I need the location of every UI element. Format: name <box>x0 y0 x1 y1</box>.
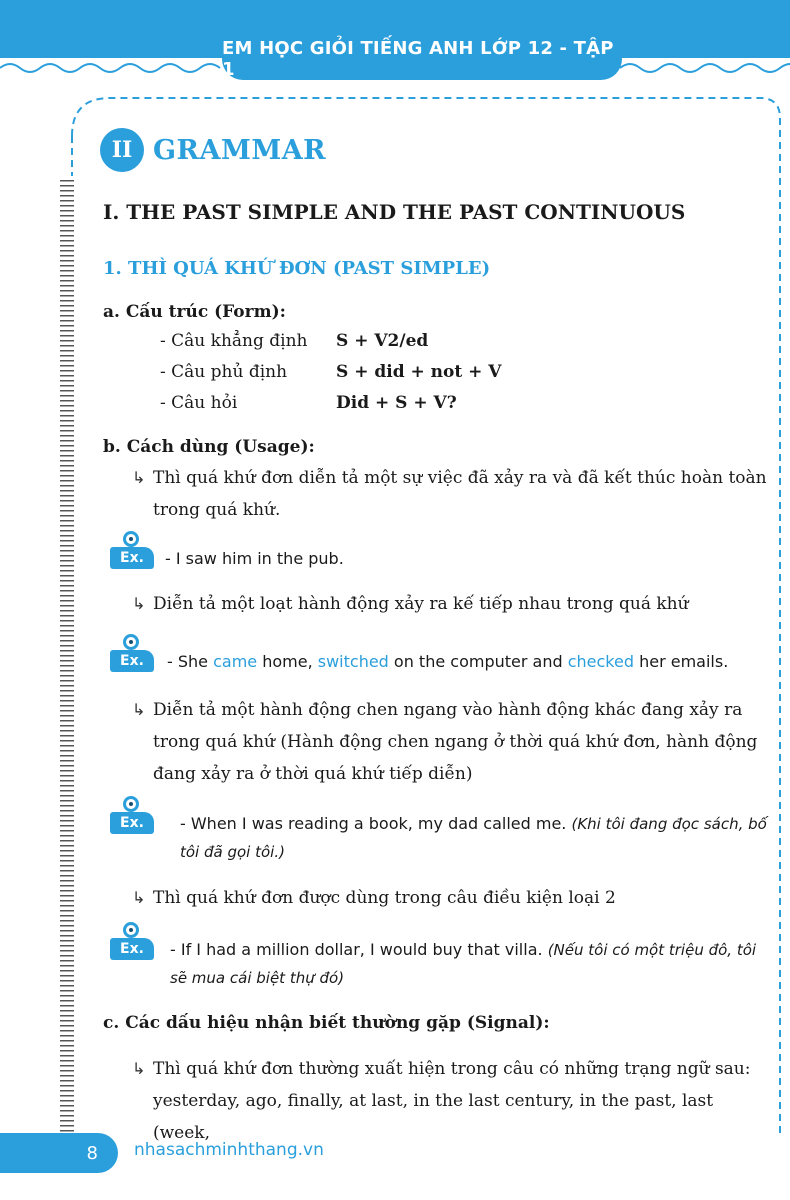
highlighted-verb: came <box>213 652 258 671</box>
example-label: Ex. <box>110 547 154 569</box>
example-block <box>110 640 770 675</box>
highlighted-verb: checked <box>567 652 634 671</box>
form-formula: S + did + not + V <box>336 362 502 382</box>
arrow-icon: ↳ <box>132 700 146 719</box>
form-row-negative <box>160 362 502 382</box>
translation-text: (Khi tôi đang đọc sách, bố tôi đã gọi tôi.) <box>180 815 767 861</box>
usage-bullet <box>132 462 772 526</box>
translation-text: (Nếu tôi có một triệu đô, tôi sẽ mua cái biệt thự đó) <box>170 941 757 987</box>
usage-bullet <box>132 694 772 790</box>
form-heading: a. Cấu trúc (Form): <box>103 302 286 322</box>
bullet-text: Thì quá khứ đơn thường xuất hiện trong câu có những trạng ngữ sau: yesterday, ago, finally, at last, in the last century, in the past, last (week, <box>153 1059 751 1143</box>
arrow-icon: ↳ <box>132 1059 146 1078</box>
example-badge <box>110 928 156 962</box>
example-badge <box>110 802 156 836</box>
example-badge <box>110 537 156 571</box>
signal-heading: c. Các dấu hiệu nhận biết thường gặp (Signal): <box>103 1013 550 1033</box>
form-label: - Câu khẳng định <box>160 331 308 351</box>
example-label: Ex. <box>110 812 154 834</box>
example-block <box>110 802 770 866</box>
spiral-binding-decoration <box>60 180 74 1135</box>
form-label: - Câu phủ định <box>160 362 288 382</box>
example-label: Ex. <box>110 650 154 672</box>
form-label: - Câu hỏi <box>160 393 238 413</box>
usage-bullet <box>132 588 772 620</box>
bullet-text: Thì quá khứ đơn diễn tả một sự việc đã xảy ra và đã kết thúc hoàn toàn trong quá khứ. <box>153 468 767 520</box>
usage-heading: b. Cách dùng (Usage): <box>103 437 315 457</box>
example-text: - I saw him in the pub. <box>165 549 344 568</box>
arrow-icon: ↳ <box>132 468 146 487</box>
bullet-text: Diễn tả một loạt hành động xảy ra kế tiếp nhau trong quá khứ <box>153 594 689 614</box>
signal-bullet <box>132 1053 772 1149</box>
example-badge <box>110 640 156 674</box>
page-number: 8 <box>0 1133 118 1173</box>
sub-heading: 1. THÌ QUÁ KHỨ ĐƠN (PAST SIMPLE) <box>103 258 491 279</box>
form-formula: Did + S + V? <box>336 393 457 413</box>
book-title: EM HỌC GIỎI TIẾNG ANH LỚP 12 - TẬP 1 <box>222 38 622 80</box>
example-block <box>110 537 770 572</box>
form-row-question <box>160 393 457 413</box>
publisher-website: nhasachminhthang.vn <box>134 1140 324 1160</box>
arrow-icon: ↳ <box>132 594 146 613</box>
bullet-text: Thì quá khứ đơn được dùng trong câu điều kiện loại 2 <box>153 888 616 908</box>
section-title <box>100 128 326 172</box>
form-row-affirmative <box>160 331 428 351</box>
example-text: - When I was reading a book, my dad called me. (Khi tôi đang đọc sách, bố tôi đã gọi tôi.) <box>180 814 767 861</box>
bullet-text: Diễn tả một hành động chen ngang vào hành động khác đang xảy ra trong quá khứ (Hành động chen ngang ở thời quá khứ đơn, hành động đang xảy ra ở thời quá khứ tiếp diễn) <box>153 700 758 784</box>
example-block <box>110 928 770 992</box>
form-formula: S + V2/ed <box>336 331 429 351</box>
example-text: - She came home, switched on the computer and checked her emails. <box>167 652 729 671</box>
highlighted-verb: switched <box>317 652 389 671</box>
usage-bullet <box>132 882 772 914</box>
example-text: - If I had a million dollar, I would buy that villa. (Nếu tôi có một triệu đô, tôi sẽ mua cái biệt thự đó) <box>170 940 757 987</box>
main-heading: I. THE PAST SIMPLE AND THE PAST CONTINUOUS <box>103 200 686 224</box>
example-label: Ex. <box>110 938 154 960</box>
section-number-badge: II <box>100 128 144 172</box>
arrow-icon: ↳ <box>132 888 146 907</box>
section-title-text: GRAMMAR <box>153 134 327 166</box>
